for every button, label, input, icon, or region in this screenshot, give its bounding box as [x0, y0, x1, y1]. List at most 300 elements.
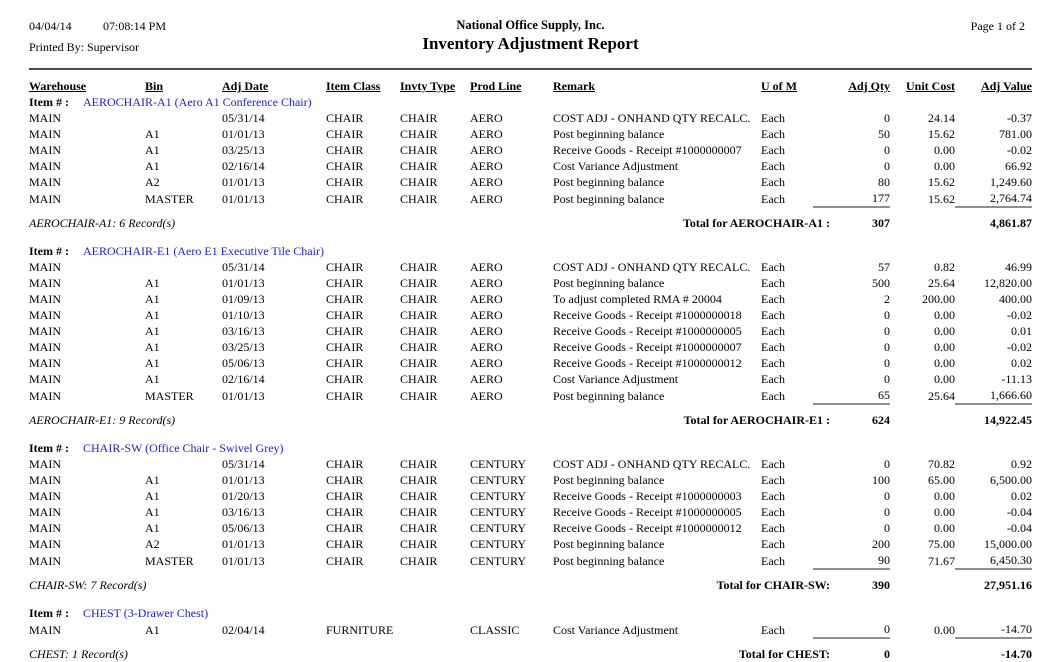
- cell: MAIN: [29, 192, 61, 206]
- column-header: Remark: [553, 79, 595, 93]
- cell: Each: [761, 111, 785, 125]
- cell: Each: [761, 276, 785, 290]
- cell: CHAIR: [326, 489, 364, 503]
- cell: CHAIR: [400, 489, 438, 503]
- cell: 0.02: [1011, 489, 1032, 503]
- cell: A1: [145, 356, 160, 370]
- cell: A1: [145, 159, 160, 173]
- record-count: AEROCHAIR-A1: 6 Record(s): [29, 216, 176, 230]
- cell: COST ADJ - ONHAND QTY RECALC.: [553, 260, 751, 274]
- cell: CHAIR: [326, 340, 364, 354]
- cell: To adjust completed RMA # 20004: [553, 292, 722, 306]
- cell: 24.14: [928, 111, 955, 125]
- cell: 01/01/13: [222, 175, 265, 189]
- cell: 0.00: [934, 308, 955, 322]
- table-row: [29, 158, 1032, 174]
- cell: [400, 621, 470, 638]
- cell: Each: [761, 159, 785, 173]
- cell: CHAIR: [326, 159, 364, 173]
- cell: A2: [145, 175, 160, 189]
- cell: 03/16/13: [222, 505, 265, 519]
- cell: 0.00: [934, 372, 955, 386]
- cell: CHAIR: [326, 127, 364, 141]
- cell: CHAIR: [326, 324, 364, 338]
- item-header-row: [29, 243, 1032, 259]
- group-total-qty: 390: [813, 569, 890, 593]
- cell: 01/20/13: [222, 489, 265, 503]
- cell: CHAIR: [400, 356, 438, 370]
- cell: -11.13: [1001, 372, 1032, 386]
- footer-unitcost-gap: [890, 638, 955, 662]
- cell: CENTURY: [470, 457, 527, 471]
- cell: CHAIR: [400, 159, 438, 173]
- cell: AERO: [470, 340, 503, 354]
- cell: CHAIR: [400, 389, 438, 403]
- cell: 71.67: [928, 554, 955, 568]
- cell: 0.00: [934, 521, 955, 535]
- cell: CHAIR: [400, 127, 438, 141]
- table-row: [29, 339, 1032, 355]
- cell: AERO: [470, 276, 503, 290]
- cell: MAIN: [29, 127, 61, 141]
- cell: 0.02: [1011, 356, 1032, 370]
- cell: MASTER: [145, 192, 194, 206]
- cell: 57: [878, 260, 890, 274]
- table-row: [29, 142, 1032, 158]
- cell: 6,450.30: [990, 553, 1032, 567]
- group-total-label: Total for CHAIR-SW:: [716, 578, 830, 592]
- cell: A1: [145, 143, 160, 157]
- table-row: [29, 275, 1032, 291]
- item-number-label: Item # :: [29, 441, 69, 455]
- cell: 0.00: [934, 159, 955, 173]
- column-header: Warehouse: [29, 79, 87, 93]
- cell: MAIN: [29, 111, 61, 125]
- cell: 75.00: [928, 537, 955, 551]
- cell: Post beginning balance: [553, 473, 665, 487]
- cell: CENTURY: [470, 473, 527, 487]
- cell: CHAIR: [400, 554, 438, 568]
- cell: CHAIR: [326, 554, 364, 568]
- group-total-label: Total for CHEST:: [738, 647, 830, 661]
- cell: Post beginning balance: [553, 276, 665, 290]
- item-header-cell: [29, 605, 1032, 621]
- table-row: [29, 126, 1032, 142]
- item-header-cell: [29, 94, 1032, 110]
- cell: 50: [878, 127, 890, 141]
- item-link[interactable]: CHAIR-SW (Office Chair - Swivel Grey): [83, 441, 284, 455]
- cell: 2,764.74: [990, 191, 1032, 205]
- column-header: Prod Line: [470, 79, 522, 93]
- cell: 500: [872, 276, 890, 290]
- column-header: U of M: [761, 79, 797, 93]
- cell: MAIN: [29, 457, 61, 471]
- cell: Each: [761, 192, 785, 206]
- group-footer-left: [29, 569, 830, 593]
- cell: Each: [761, 340, 785, 354]
- cell: Each: [761, 372, 785, 386]
- cell: A2: [145, 537, 160, 551]
- cell: MAIN: [29, 159, 61, 173]
- table-row: [29, 323, 1032, 339]
- cell: 05/31/14: [222, 111, 265, 125]
- cell: 80: [878, 175, 890, 189]
- group-spacer: [29, 428, 1032, 440]
- cell: Each: [761, 473, 785, 487]
- cell: 01/01/13: [222, 276, 265, 290]
- cell: CHAIR: [400, 457, 438, 471]
- column-header: Bin: [145, 79, 164, 93]
- cell: MAIN: [29, 292, 61, 306]
- cell: AERO: [470, 356, 503, 370]
- cell: CHAIR: [326, 356, 364, 370]
- cell: A1: [145, 340, 160, 354]
- cell: Each: [761, 505, 785, 519]
- cell: CHAIR: [400, 340, 438, 354]
- cell: 01/01/13: [222, 192, 265, 206]
- cell: 05/06/13: [222, 521, 265, 535]
- cell: 12,820.00: [984, 276, 1032, 290]
- cell: 70.82: [928, 457, 955, 471]
- cell: 0.00: [934, 143, 955, 157]
- cell: -0.02: [1007, 340, 1032, 354]
- cell: AERO: [470, 127, 503, 141]
- cell: A1: [145, 505, 160, 519]
- cell: -14.70: [1001, 622, 1032, 636]
- cell: 0: [884, 372, 890, 386]
- group-total-value: 4,861.87: [955, 207, 1032, 231]
- cell: MAIN: [29, 324, 61, 338]
- table-row: [29, 291, 1032, 307]
- cell: 0.00: [934, 623, 955, 637]
- cell: 65: [878, 388, 890, 402]
- table-row: [29, 371, 1032, 387]
- cell: A1: [145, 127, 160, 141]
- cell: Receive Goods - Receipt #1000000005: [553, 505, 742, 519]
- cell: CHAIR: [326, 276, 364, 290]
- group-spacer: [29, 231, 1032, 243]
- cell: 0: [884, 489, 890, 503]
- cell: CHAIR: [326, 192, 364, 206]
- item-link[interactable]: AEROCHAIR-E1 (Aero E1 Executive Tile Chair): [83, 244, 324, 258]
- cell: CHAIR: [400, 372, 438, 386]
- cell: Post beginning balance: [553, 389, 665, 403]
- cell: FURNITURE: [326, 623, 394, 637]
- cell: CHAIR: [400, 537, 438, 551]
- group-total-value: 14,922.45: [955, 404, 1032, 428]
- cell: Receive Goods - Receipt #1000000018: [553, 308, 742, 322]
- cell: 0.00: [934, 356, 955, 370]
- cell: Each: [761, 537, 785, 551]
- cell: Each: [761, 489, 785, 503]
- cell: 03/25/13: [222, 143, 265, 157]
- cell: CENTURY: [470, 554, 527, 568]
- column-header: Adj Date: [222, 79, 269, 93]
- cell: CHAIR: [400, 192, 438, 206]
- cell: Post beginning balance: [553, 175, 665, 189]
- cell: CENTURY: [470, 505, 527, 519]
- report-table: [29, 78, 1032, 662]
- cell: 02/16/14: [222, 372, 265, 386]
- cell: 01/01/13: [222, 537, 265, 551]
- table-row: [29, 190, 1032, 207]
- cell: 0.00: [934, 324, 955, 338]
- cell: AERO: [470, 292, 503, 306]
- cell: 03/25/13: [222, 340, 265, 354]
- cell: MASTER: [145, 554, 194, 568]
- cell: 0: [884, 308, 890, 322]
- group-total-qty: 0: [813, 638, 890, 662]
- cell: CHAIR: [326, 143, 364, 157]
- item-header-row: [29, 440, 1032, 456]
- cell: Receive Goods - Receipt #1000000007: [553, 340, 742, 354]
- cell: -0.04: [1007, 521, 1032, 535]
- cell: 0: [884, 622, 890, 636]
- cell: AERO: [470, 143, 503, 157]
- table-row: [29, 520, 1032, 536]
- table-row: [29, 504, 1032, 520]
- cell: CLASSIC: [470, 623, 520, 637]
- cell: 400.00: [999, 292, 1032, 306]
- cell: Each: [761, 356, 785, 370]
- cell: Cost Variance Adjustment: [553, 372, 679, 386]
- cell: 2: [884, 292, 890, 306]
- item-link[interactable]: AEROCHAIR-A1 (Aero A1 Conference Chair): [83, 95, 312, 109]
- cell: MAIN: [29, 143, 61, 157]
- table-row: [29, 174, 1032, 190]
- cell: CHAIR: [326, 473, 364, 487]
- cell: CHAIR: [326, 260, 364, 274]
- cell: MAIN: [29, 276, 61, 290]
- cell: CENTURY: [470, 489, 527, 503]
- item-header-cell: [29, 440, 1032, 456]
- cell: Post beginning balance: [553, 192, 665, 206]
- cell: CHAIR: [400, 308, 438, 322]
- cell: 15.62: [928, 192, 955, 206]
- table-row: [29, 472, 1032, 488]
- cell: 0: [884, 159, 890, 173]
- cell: 0.82: [934, 260, 955, 274]
- cell: CHAIR: [326, 292, 364, 306]
- cell: 0: [884, 143, 890, 157]
- cell: A1: [145, 324, 160, 338]
- cell: CHAIR: [400, 175, 438, 189]
- cell: CENTURY: [470, 521, 527, 535]
- cell: CHAIR: [326, 308, 364, 322]
- item-header-cell: [29, 243, 1032, 259]
- cell: 0.01: [1011, 324, 1032, 338]
- item-number-label: Item # :: [29, 95, 69, 109]
- item-header-row: [29, 605, 1032, 621]
- cell: AERO: [470, 308, 503, 322]
- cell: 0.00: [934, 505, 955, 519]
- cell: Each: [761, 175, 785, 189]
- cell: AERO: [470, 389, 503, 403]
- cell: COST ADJ - ONHAND QTY RECALC.: [553, 111, 751, 125]
- cell: CHAIR: [326, 389, 364, 403]
- report-time: 07:08:14 PM: [103, 19, 167, 33]
- cell: 0: [884, 457, 890, 471]
- group-total-label: Total for AEROCHAIR-A1 :: [682, 216, 830, 230]
- cell: Each: [761, 389, 785, 403]
- cell: [145, 110, 222, 126]
- cell: 05/31/14: [222, 260, 265, 274]
- table-row: [29, 456, 1032, 472]
- group-footer-row: [29, 404, 1032, 428]
- cell: 0: [884, 111, 890, 125]
- cell: 46.99: [1005, 260, 1032, 274]
- cell: A1: [145, 623, 160, 637]
- group-total-value: -14.70: [955, 638, 1032, 662]
- cell: 02/16/14: [222, 159, 265, 173]
- group-total-qty: 307: [813, 207, 890, 231]
- cell: Each: [761, 292, 785, 306]
- cell: 1,666.60: [990, 388, 1032, 402]
- cell: AERO: [470, 324, 503, 338]
- cell: 781.00: [999, 127, 1032, 141]
- cell: 1,249.60: [990, 175, 1032, 189]
- cell: 0.00: [934, 489, 955, 503]
- cell: Each: [761, 308, 785, 322]
- cell: CHAIR: [326, 537, 364, 551]
- table-row: [29, 552, 1032, 569]
- group-footer-row: [29, 569, 1032, 593]
- cell: 200.00: [922, 292, 955, 306]
- table-row: [29, 536, 1032, 552]
- cell: 66.92: [1005, 159, 1032, 173]
- cell: 90: [878, 553, 890, 567]
- cell: 01/10/13: [222, 308, 265, 322]
- company-name: National Office Supply, Inc.: [456, 18, 605, 32]
- cell: MAIN: [29, 308, 61, 322]
- cell: Each: [761, 324, 785, 338]
- cell: Each: [761, 554, 785, 568]
- cell: CHAIR: [400, 324, 438, 338]
- table-row: [29, 110, 1032, 126]
- cell: 01/01/13: [222, 473, 265, 487]
- table-row: [29, 259, 1032, 275]
- cell: Receive Goods - Receipt #1000000005: [553, 324, 742, 338]
- item-link[interactable]: CHEST (3-Drawer Chest): [83, 606, 209, 620]
- printed-by: Printed By: Supervisor: [29, 40, 139, 54]
- cell: MAIN: [29, 521, 61, 535]
- cell: A1: [145, 521, 160, 535]
- cell: A1: [145, 372, 160, 386]
- cell: 200: [872, 537, 890, 551]
- cell: MAIN: [29, 505, 61, 519]
- table-row: [29, 621, 1032, 638]
- cell: CHAIR: [326, 505, 364, 519]
- cell: CHAIR: [400, 111, 438, 125]
- cell: AERO: [470, 159, 503, 173]
- group-total-value: 27,951.16: [955, 569, 1032, 593]
- cell: 15,000.00: [984, 537, 1032, 551]
- record-count: AEROCHAIR-E1: 9 Record(s): [29, 413, 176, 427]
- cell: Each: [761, 521, 785, 535]
- cell: AERO: [470, 175, 503, 189]
- cell: Each: [761, 457, 785, 471]
- cell: Each: [761, 623, 785, 637]
- cell: Receive Goods - Receipt #1000000012: [553, 356, 742, 370]
- cell: 25.64: [928, 389, 955, 403]
- footer-unitcost-gap: [890, 404, 955, 428]
- cell: [145, 259, 222, 275]
- cell: CHAIR: [400, 143, 438, 157]
- column-header-row: [29, 78, 1032, 94]
- cell: AERO: [470, 260, 503, 274]
- page-number: Page 1 of 2: [970, 19, 1025, 33]
- cell: MAIN: [29, 473, 61, 487]
- cell: CHAIR: [326, 111, 364, 125]
- cell: MAIN: [29, 175, 61, 189]
- cell: AERO: [470, 111, 503, 125]
- cell: 03/16/13: [222, 324, 265, 338]
- cell: 01/01/13: [222, 389, 265, 403]
- cell: Post beginning balance: [553, 554, 665, 568]
- cell: CHAIR: [326, 372, 364, 386]
- cell: 15.62: [928, 175, 955, 189]
- cell: 0: [884, 340, 890, 354]
- group-footer-left: [29, 638, 830, 662]
- cell: CHAIR: [326, 175, 364, 189]
- cell: Post beginning balance: [553, 127, 665, 141]
- cell: 0: [884, 324, 890, 338]
- cell: A1: [145, 308, 160, 322]
- cell: CHAIR: [400, 473, 438, 487]
- cell: A1: [145, 489, 160, 503]
- cell: MAIN: [29, 623, 61, 637]
- group-total-qty: 624: [813, 404, 890, 428]
- cell: MAIN: [29, 537, 61, 551]
- cell: 177: [872, 191, 890, 205]
- cell: MAIN: [29, 489, 61, 503]
- cell: 05/31/14: [222, 457, 265, 471]
- cell: MAIN: [29, 372, 61, 386]
- table-row: [29, 307, 1032, 323]
- cell: MASTER: [145, 389, 194, 403]
- cell: 25.64: [928, 276, 955, 290]
- cell: A1: [145, 276, 160, 290]
- footer-unitcost-gap: [890, 207, 955, 231]
- record-count: CHAIR-SW: 7 Record(s): [29, 578, 147, 592]
- group-total-label: Total for AEROCHAIR-E1 :: [683, 413, 830, 427]
- column-header: Adj Value: [980, 79, 1032, 93]
- cell: MAIN: [29, 389, 61, 403]
- report-body: [29, 94, 1032, 662]
- record-count: CHEST: 1 Record(s): [29, 647, 128, 661]
- cell: MAIN: [29, 356, 61, 370]
- group-spacer: [29, 593, 1032, 605]
- group-footer-left: [29, 404, 830, 428]
- cell: A1: [145, 292, 160, 306]
- cell: -0.37: [1007, 111, 1032, 125]
- cell: MAIN: [29, 260, 61, 274]
- cell: CENTURY: [470, 537, 527, 551]
- table-row: [29, 488, 1032, 504]
- item-number-label: Item # :: [29, 606, 69, 620]
- column-header: Invty Type: [400, 79, 456, 93]
- cell: 65.00: [928, 473, 955, 487]
- cell: 0.92: [1011, 457, 1032, 471]
- cell: Receive Goods - Receipt #1000000003: [553, 489, 742, 503]
- cell: 15.62: [928, 127, 955, 141]
- group-footer-left: [29, 207, 830, 231]
- cell: 100: [872, 473, 890, 487]
- cell: CHAIR: [400, 260, 438, 274]
- cell: Each: [761, 260, 785, 274]
- cell: Receive Goods - Receipt #1000000012: [553, 521, 742, 535]
- cell: CHAIR: [400, 505, 438, 519]
